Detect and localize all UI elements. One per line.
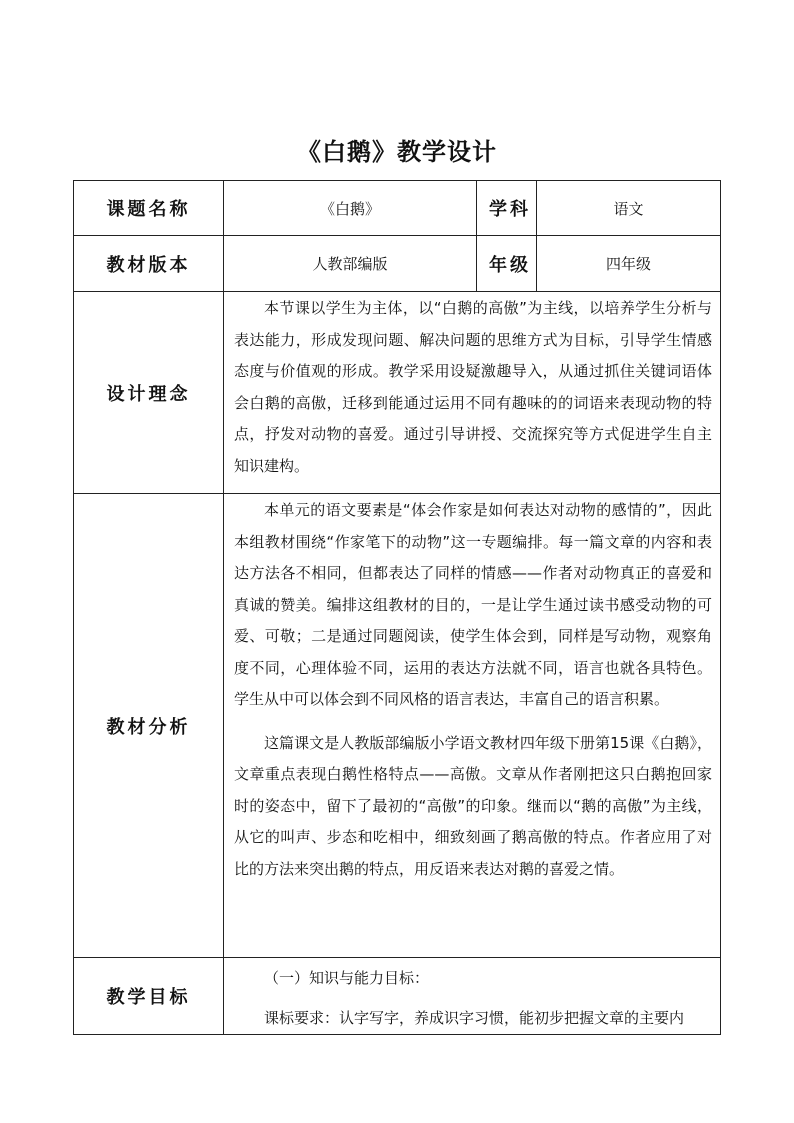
course-name-label: 课题名称	[74, 181, 224, 236]
material-analysis-label: 教材分析	[74, 494, 224, 958]
teaching-goals-content	[224, 958, 721, 1035]
material-analysis-paragraph-1: 本单元的语文要素是“体会作家是如何表达对动物的感情的”，因此本组教材围绕“作家笔下的动物”这一专题编排。每一篇文章的内容和表达方法各不相同，但都表达了同样的情感——作者对动物真正的喜爱和真诚的赞美。编排这组教材的目的，一是让学生通过读书感受动物的可爱、可敬；二是通过同题阅读，使学生体会到，同样是写动物，观察角度不同，心理体验不同，运用的表达方法就不同，语言也就各具特色。学生从中可以体会到不同风格的语言表达，丰富自己的语言积累。	[234, 501, 712, 708]
teaching-goals-line: 课标要求：认字写字，养成识字习惯，能初步把握文章的主要内	[264, 1009, 685, 1027]
grade-label: 年级	[477, 236, 537, 292]
teaching-goals-row	[74, 958, 721, 1035]
grade-value: 四年级	[537, 236, 721, 292]
material-analysis-row	[74, 494, 721, 958]
design-concept-content	[224, 292, 721, 494]
design-concept-paragraph: 本节课以学生为主体，以“白鹅的高傲”为主线，以培养学生分析与表达能力，形成发现问题、解决问题的思维方式为目标，引导学生情感态度与价值观的形成。教学采用设疑激趣导入，从通过抓住关键词语体会白鹅的高傲，迁移到能通过运用不同有趣味的的词语来表现动物的特点，抒发对动物的喜爱。通过引导讲授、交流探究等方式促进学生自主知识建构。	[234, 299, 712, 475]
teaching-goals-label: 教学目标	[74, 958, 224, 1035]
design-concept-row	[74, 292, 721, 494]
design-concept-label: 设计理念	[74, 292, 224, 494]
info-row-edition	[74, 236, 721, 292]
textbook-edition-value: 人教部编版	[224, 236, 477, 292]
material-analysis-paragraph-2: 这篇课文是人教版部编版小学语文教材四年级下册第15课《白鹅》，文章重点表现白鹅性格特点——高傲。文章从作者刚把这只白鹅抱回家时的姿态中，留下了最初的“高傲”的印象。继而以“鹅的高傲”为主线，从它的叫声、步态和吃相中，细致刻画了鹅高傲的特点。作者应用了对比的方法来突出鹅的特点，用反语来表达对鹅的喜爱之情。	[234, 733, 712, 878]
lesson-plan-table	[73, 180, 721, 1035]
course-name-value: 《白鹅》	[224, 181, 477, 236]
info-row-title	[74, 181, 721, 236]
textbook-edition-label: 教材版本	[74, 236, 224, 292]
document-title: 《白鹅》教学设计	[297, 138, 497, 166]
subject-label: 学科	[477, 181, 537, 236]
subject-value: 语文	[537, 181, 721, 236]
material-analysis-content	[224, 494, 721, 958]
teaching-goals-heading: （一）知识与能力目标：	[264, 969, 430, 987]
